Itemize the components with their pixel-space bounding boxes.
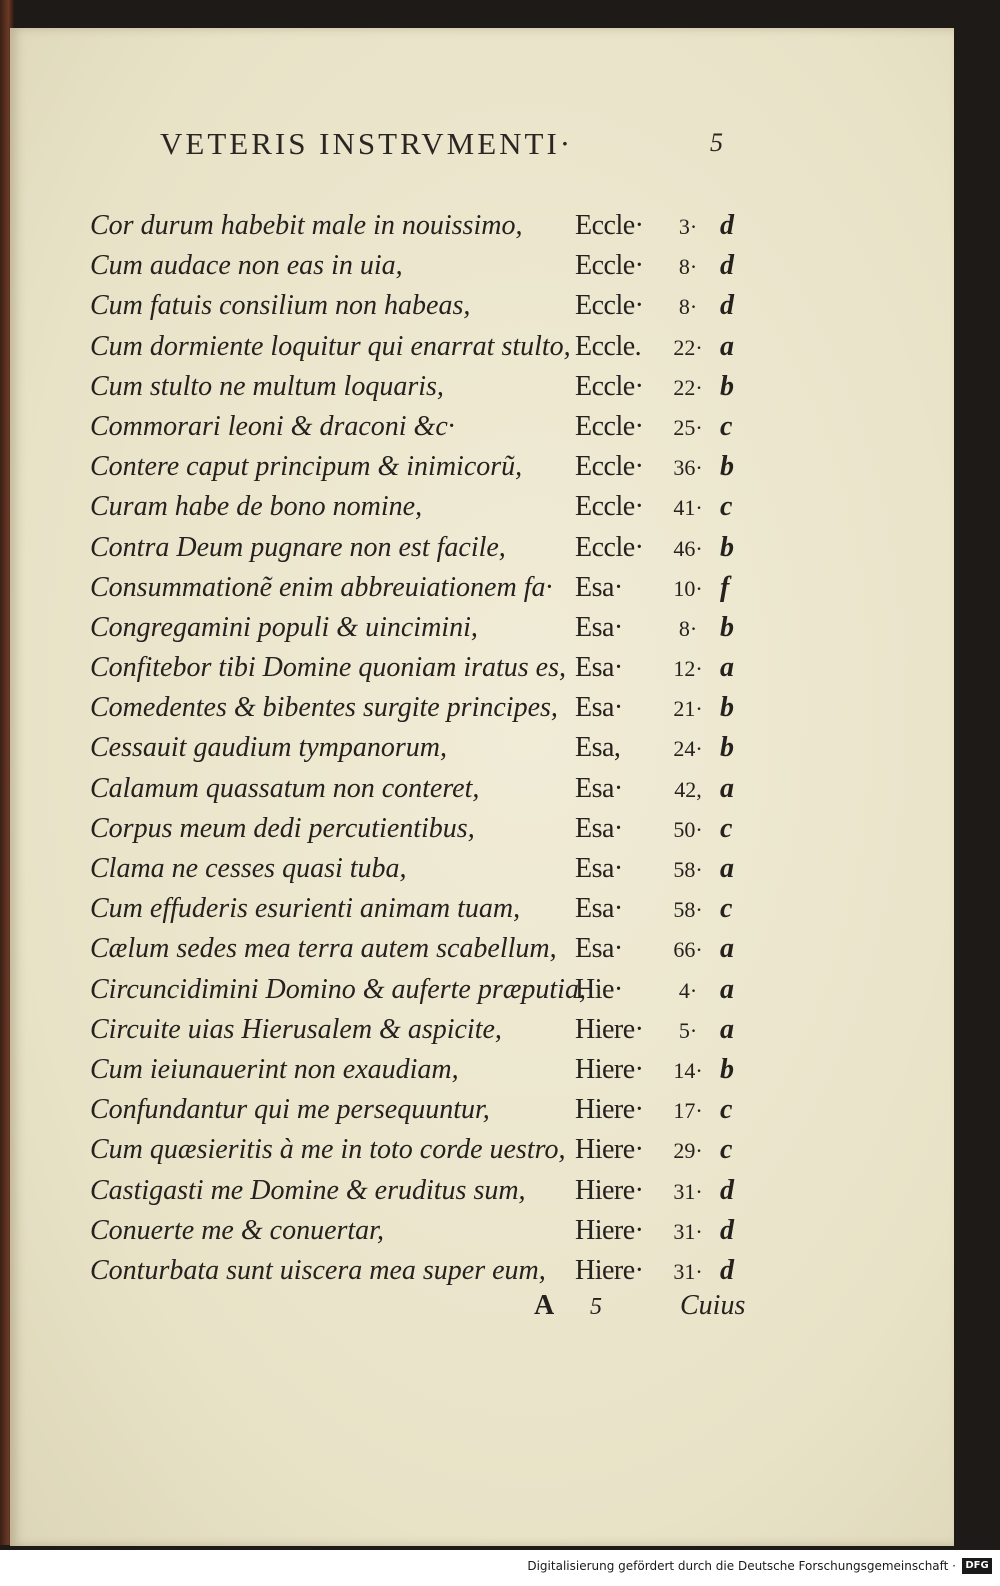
index-entry xyxy=(90,1215,790,1255)
entry-text: Castigasti me Domine & eruditus sum, xyxy=(90,1174,526,1206)
entry-chapter: 58· xyxy=(673,857,703,882)
entry-book: Eccle· xyxy=(575,491,644,523)
entry-section: a xyxy=(720,652,734,684)
index-entry xyxy=(90,1014,790,1054)
entry-section: d xyxy=(720,250,734,282)
index-entry xyxy=(90,1094,790,1134)
entry-book: Esa· xyxy=(575,812,623,844)
index-entry xyxy=(90,652,790,692)
index-entry xyxy=(90,250,790,290)
entry-chapter: 8· xyxy=(678,615,698,641)
dfg-logo: DFG xyxy=(962,1558,992,1574)
entry-chapter: 31· xyxy=(673,1178,703,1204)
entry-text: Corpus meum dedi percutientibus, xyxy=(90,812,475,844)
entry-book: Esa· xyxy=(575,933,623,965)
page-number: 5 xyxy=(710,128,723,157)
entry-text: Cum effuderis esurienti animam tuam, xyxy=(90,893,521,925)
entry-text: Consummationẽ enim abbreuiationem fa· xyxy=(90,571,553,603)
entry-section: b xyxy=(720,370,734,402)
entry-book: Eccle· xyxy=(575,370,644,402)
entry-section: b xyxy=(720,451,734,483)
entry-chapter: 8· xyxy=(678,254,698,280)
index-entry xyxy=(90,491,790,531)
entry-chapter: 46· xyxy=(673,535,703,561)
entry-section: d xyxy=(720,210,734,241)
entry-section: a xyxy=(720,330,734,362)
index-entry xyxy=(90,893,790,933)
entry-chapter: 66· xyxy=(673,937,703,963)
entry-book: Esa, xyxy=(575,732,621,764)
entry-book: Eccle. xyxy=(575,330,642,362)
index-entry xyxy=(90,572,790,612)
index-entry xyxy=(90,371,790,411)
entry-section: d xyxy=(720,1214,734,1246)
entry-chapter: 24· xyxy=(673,736,703,762)
entry-book: Esa· xyxy=(575,853,623,884)
entry-chapter: 31· xyxy=(673,1218,703,1244)
entry-section: d xyxy=(720,1254,734,1286)
entry-text: Contere caput principum & inimicorũ, xyxy=(90,451,523,483)
entry-section: c xyxy=(720,893,733,925)
entry-chapter: 36· xyxy=(673,455,703,481)
entry-book: Eccle· xyxy=(575,531,644,563)
entry-chapter: 31· xyxy=(673,1258,703,1284)
entry-text: Conturbata sunt uiscera mea super eum, xyxy=(90,1254,546,1286)
book-page xyxy=(10,28,954,1546)
entry-text: Cum fatuis consilium non habeas, xyxy=(90,290,471,322)
entry-chapter: 3· xyxy=(678,214,698,239)
entry-text: Confundantur qui me persequuntur, xyxy=(90,1094,490,1126)
entry-text: Cælum sedes mea terra autem scabellum, xyxy=(90,933,557,965)
index-entry xyxy=(90,210,790,250)
entry-section: b xyxy=(720,531,734,563)
entry-chapter: 22· xyxy=(673,374,703,400)
index-entry xyxy=(90,612,790,652)
entry-chapter: 14· xyxy=(673,1057,703,1083)
entry-book: Hiere· xyxy=(575,1134,644,1166)
entry-chapter: 4· xyxy=(678,977,698,1003)
index-entry xyxy=(90,813,790,853)
entry-chapter: 12· xyxy=(673,656,703,682)
entry-book: Eccle· xyxy=(575,290,644,322)
entry-chapter: 58· xyxy=(673,897,703,923)
entry-section: c xyxy=(720,1094,733,1126)
index-entry xyxy=(90,773,790,813)
funding-credit: Digitalisierung gefördert durch die Deutsche Forschungsgemeinschaft · xyxy=(527,1559,956,1573)
entry-chapter: 42, xyxy=(674,776,702,802)
entry-section: b xyxy=(720,611,734,643)
entry-section: c xyxy=(720,410,733,442)
entry-section: a xyxy=(720,853,734,884)
running-head: VETERIS INSTRVMENTI· xyxy=(160,126,574,161)
entry-chapter: 22· xyxy=(673,334,703,360)
entry-section: a xyxy=(720,1013,734,1045)
entry-chapter: 8· xyxy=(678,294,698,320)
entry-text: Contra Deum pugnare non est facile, xyxy=(90,531,506,563)
entry-text: Conuerte me & conuertar, xyxy=(90,1214,384,1246)
entry-section: c xyxy=(720,1134,733,1166)
entry-book: Hiere· xyxy=(575,1094,644,1126)
entry-book: Esa· xyxy=(575,652,623,684)
entry-text: Circuncidimini Domino & auferte præputia, xyxy=(90,973,586,1005)
entry-text: Cum ieiunauerint non exaudiam, xyxy=(90,1053,459,1085)
entry-text: Comedentes & bibentes surgite principes, xyxy=(90,692,558,724)
entry-chapter: 17· xyxy=(673,1098,703,1124)
index-entry-list xyxy=(90,210,790,1295)
index-entry xyxy=(90,1134,790,1174)
entry-text: Confitebor tibi Domine quoniam iratus es, xyxy=(90,652,566,684)
entry-chapter: 25· xyxy=(673,414,703,440)
entry-text: Cessauit gaudium tympanorum, xyxy=(90,732,447,764)
entry-book: Hiere· xyxy=(575,1254,644,1286)
entry-book: Eccle· xyxy=(575,451,644,483)
digitization-footer xyxy=(0,1550,1000,1586)
entry-text: Cum dormiente loquitur qui enarrat stulto, xyxy=(90,330,571,362)
entry-text: Circuite uias Hierusalem & aspicite, xyxy=(90,1013,502,1045)
entry-book: Hiere· xyxy=(575,1053,644,1085)
entry-chapter: 50· xyxy=(673,816,703,842)
entry-chapter: 41· xyxy=(673,495,703,521)
entry-section: d xyxy=(720,290,734,322)
entry-book: Hie· xyxy=(575,973,623,1005)
entry-book: Esa· xyxy=(575,893,623,925)
entry-book: Hiere· xyxy=(575,1013,644,1045)
entry-text: Cum audace non eas in uia, xyxy=(90,250,403,282)
entry-chapter: 21· xyxy=(673,696,703,722)
index-entry xyxy=(90,732,790,772)
index-entry xyxy=(90,532,790,572)
index-entry xyxy=(90,411,790,451)
entry-section: a xyxy=(720,973,734,1005)
entry-book: Esa· xyxy=(575,692,623,724)
entry-text: Commorari leoni & draconi &c· xyxy=(90,410,455,442)
entry-section: f xyxy=(720,571,730,603)
entry-text: Congregamini populi & uincimini, xyxy=(90,611,478,643)
index-entry xyxy=(90,1175,790,1215)
entry-text: Clama ne cesses quasi tuba, xyxy=(90,853,407,884)
entry-text: Cor durum habebit male in nouissimo, xyxy=(90,210,523,241)
signature-number: 5 xyxy=(590,1294,602,1320)
entry-book: Esa· xyxy=(575,571,623,603)
catchword: Cuius xyxy=(680,1290,746,1321)
index-entry xyxy=(90,331,790,371)
entry-book: Eccle· xyxy=(575,410,644,442)
entry-text: Curam habe de bono nomine, xyxy=(90,491,423,523)
entry-book: Hiere· xyxy=(575,1174,644,1206)
catchline xyxy=(10,1290,954,1326)
index-entry xyxy=(90,933,790,973)
signature-mark: A xyxy=(534,1290,555,1321)
entry-section: a xyxy=(720,933,734,965)
entry-text: Cum quæsieritis à me in toto corde uestro, xyxy=(90,1134,566,1166)
entry-chapter: 29· xyxy=(673,1138,703,1164)
index-entry xyxy=(90,853,790,893)
entry-section: c xyxy=(720,812,733,844)
entry-book: Esa· xyxy=(575,611,623,643)
entry-section: a xyxy=(720,772,734,804)
entry-book: Eccle· xyxy=(575,210,644,241)
entry-book: Eccle· xyxy=(575,250,644,282)
entry-chapter: 10· xyxy=(673,575,703,601)
entry-text: Calamum quassatum non conteret, xyxy=(90,772,480,804)
entry-section: b xyxy=(720,692,734,724)
index-entry xyxy=(90,1054,790,1094)
entry-section: b xyxy=(720,1053,734,1085)
index-entry xyxy=(90,451,790,491)
entry-chapter: 5· xyxy=(678,1017,698,1043)
entry-section: c xyxy=(720,491,733,523)
entry-book: Esa· xyxy=(575,772,623,804)
index-entry xyxy=(90,692,790,732)
entry-book: Hiere· xyxy=(575,1214,644,1246)
entry-section: d xyxy=(720,1174,734,1206)
entry-text: Cum stulto ne multum loquaris, xyxy=(90,370,444,402)
index-entry xyxy=(90,290,790,330)
entry-section: b xyxy=(720,732,734,764)
index-entry xyxy=(90,974,790,1014)
